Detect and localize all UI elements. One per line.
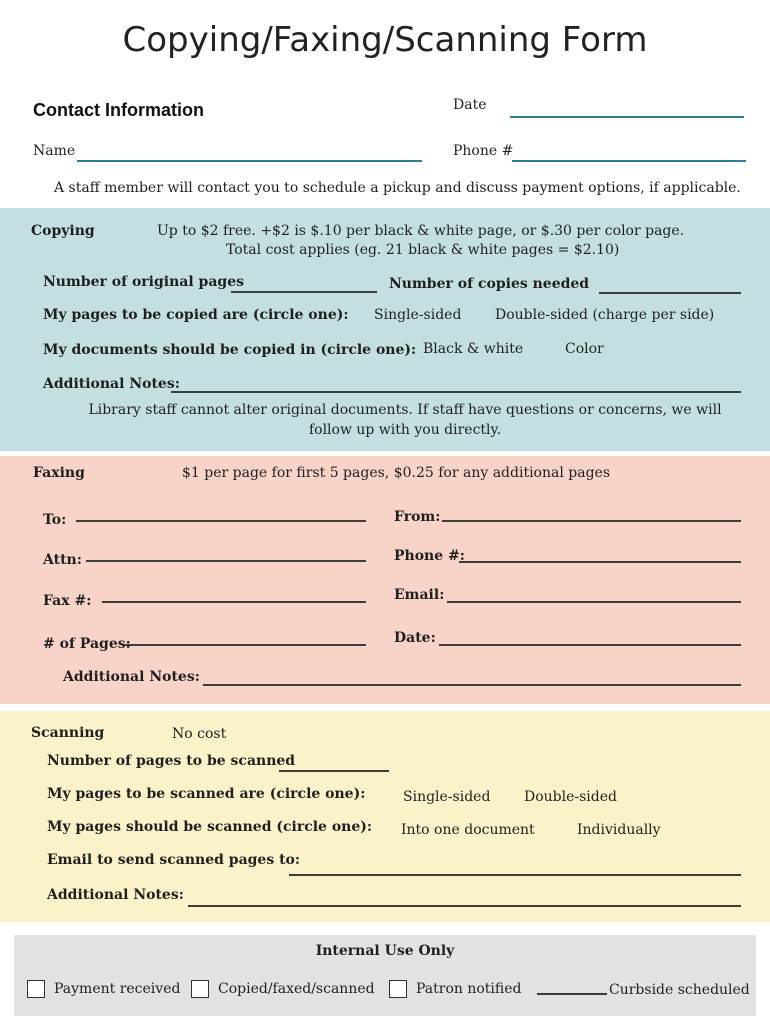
copy-single-sided-option[interactable]: Single-sided: [374, 307, 462, 323]
payment-received-label: Payment received: [54, 981, 181, 997]
payment-received-checkbox[interactable]: [27, 980, 45, 998]
internal-heading: Internal Use Only: [315, 943, 455, 959]
disclaimer-line1: Library staff cannot alter original documents. If staff have questions or concerns, we will: [88, 402, 722, 418]
fax-email-label: Email:: [394, 587, 445, 603]
copy-notes-label: Additional Notes:: [43, 376, 180, 392]
fax-phone-field[interactable]: [459, 561, 741, 563]
fax-notes-field[interactable]: [203, 684, 741, 686]
curbside-scheduled-label: Curbside scheduled: [609, 982, 750, 998]
copies-needed-field[interactable]: [599, 292, 741, 294]
form-title: Copying/Faxing/Scanning Form: [122, 20, 648, 60]
copying-price-line1: Up to $2 free. +$2 is $.10 per black & white page, or $.30 per color page.: [157, 223, 685, 239]
fax-notes-label: Additional Notes:: [63, 669, 200, 685]
scanning-heading: Scanning: [31, 725, 105, 741]
individually-option[interactable]: Individually: [577, 822, 661, 838]
fax-from-label: From:: [394, 509, 441, 525]
black-white-option[interactable]: Black & white: [423, 341, 524, 357]
date-field[interactable]: [510, 116, 744, 118]
patron-notified-label: Patron notified: [416, 981, 522, 997]
copy-double-sided-option[interactable]: Double-sided (charge per side): [495, 307, 715, 323]
fax-pages-label: # of Pages:: [43, 636, 131, 652]
scan-double-sided-option[interactable]: Double-sided: [524, 789, 617, 805]
scan-mode-label: My pages should be scanned (circle one):: [47, 819, 373, 835]
contact-heading: Contact Information: [33, 100, 204, 120]
scan-pages-label: Number of pages to be scanned: [47, 753, 296, 769]
scan-sides-label: My pages to be scanned are (circle one):: [47, 786, 366, 802]
copy-notes-field[interactable]: [171, 391, 741, 393]
fax-pages-field[interactable]: [124, 644, 366, 646]
color-option[interactable]: Color: [565, 341, 604, 357]
phone-label: Phone #: [453, 143, 514, 159]
fax-to-label: To:: [43, 512, 67, 528]
fax-number-label: Fax #:: [43, 593, 92, 609]
copy-color-label: My documents should be copied in (circle one):: [43, 342, 417, 358]
fax-email-field[interactable]: [447, 601, 741, 603]
fax-attn-field[interactable]: [86, 560, 366, 562]
name-label: Name: [33, 143, 76, 159]
fax-from-field[interactable]: [442, 520, 741, 522]
scan-single-sided-option[interactable]: Single-sided: [403, 789, 491, 805]
copying-price-line2: Total cost applies (eg. 21 black & white pages = $2.10): [226, 242, 620, 258]
scan-pages-field[interactable]: [279, 770, 389, 772]
copied-faxed-scanned-checkbox[interactable]: [191, 980, 209, 998]
copy-sides-label: My pages to be copied are (circle one):: [43, 307, 349, 323]
faxing-section: [0, 456, 770, 704]
copies-needed-label: Number of copies needed: [389, 276, 590, 292]
disclaimer-line2: follow up with you directly.: [308, 422, 502, 438]
patron-notified-checkbox[interactable]: [389, 980, 407, 998]
original-pages-label: Number of original pages: [43, 274, 244, 290]
fax-date-label: Date:: [394, 630, 436, 646]
one-document-option[interactable]: Into one document: [401, 822, 535, 838]
copying-heading: Copying: [31, 223, 95, 239]
fax-attn-label: Attn:: [43, 552, 82, 568]
phone-field[interactable]: [512, 160, 746, 162]
scan-notes-label: Additional Notes:: [47, 887, 184, 903]
fax-date-field[interactable]: [439, 644, 741, 646]
original-pages-field[interactable]: [231, 291, 377, 293]
faxing-heading: Faxing: [33, 465, 85, 481]
name-field[interactable]: [77, 160, 422, 162]
contact-note: A staff member will contact you to schedule a pickup and discuss payment options, if applicable.: [54, 180, 741, 196]
date-label: Date: [453, 97, 487, 113]
curbside-field[interactable]: [537, 993, 607, 995]
fax-number-field[interactable]: [102, 601, 366, 603]
scan-notes-field[interactable]: [188, 905, 741, 907]
fax-to-field[interactable]: [76, 520, 366, 522]
scan-email-label: Email to send scanned pages to:: [47, 852, 301, 868]
scanning-price: No cost: [172, 726, 227, 742]
copied-faxed-scanned-label: Copied/faxed/scanned: [218, 981, 375, 997]
scan-email-field[interactable]: [289, 874, 741, 876]
faxing-price: $1 per page for first 5 pages, $0.25 for any additional pages: [182, 465, 611, 481]
fax-phone-label: Phone #:: [394, 548, 465, 564]
